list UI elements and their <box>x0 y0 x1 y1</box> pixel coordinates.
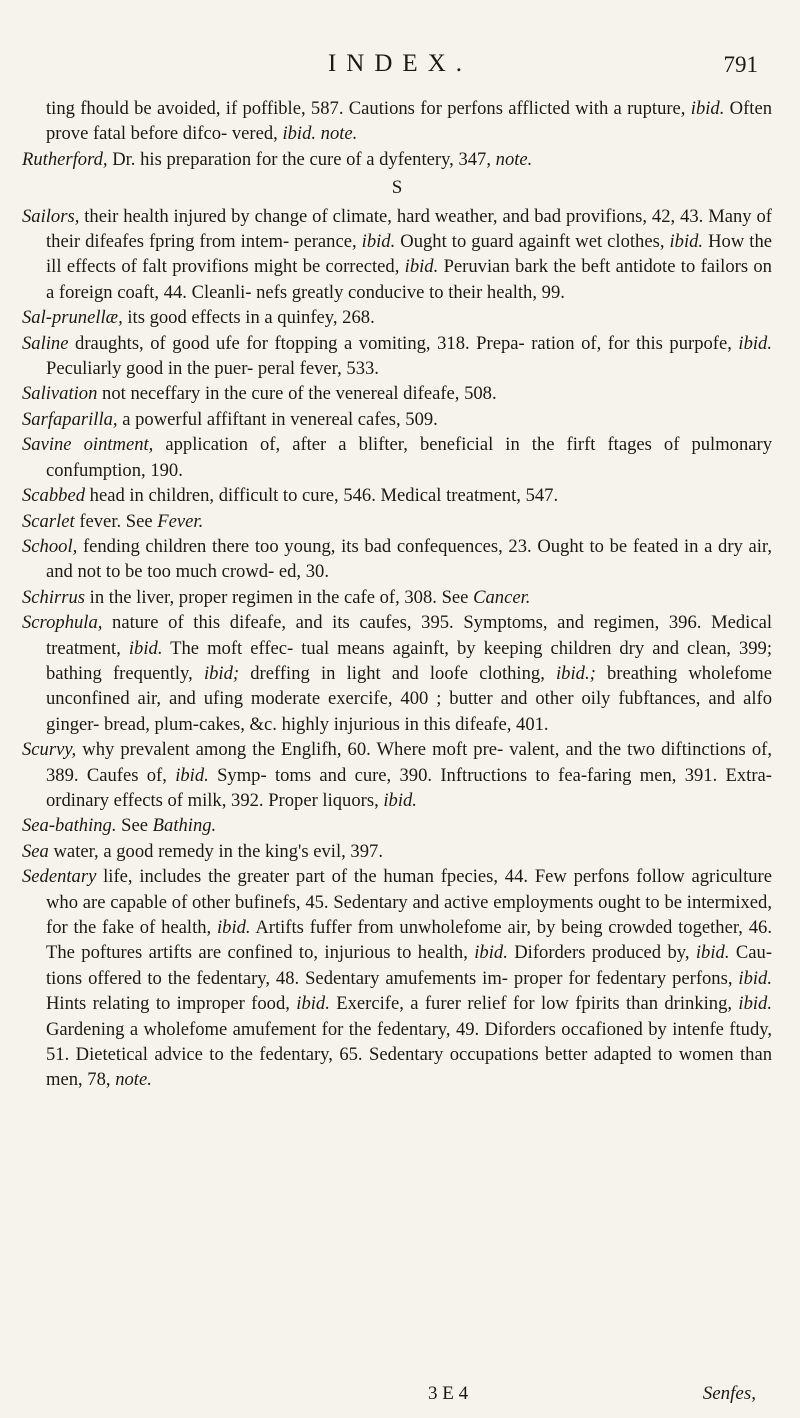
entry-text: their health injured by change of climate, hard weather, and bad provifions, 42, 43. Many of their difeafes fpring from intem- perance, <box>46 205 772 253</box>
index-entry <box>22 610 772 737</box>
entry-term: Scabbed <box>22 485 85 507</box>
running-head <box>0 50 800 84</box>
entry-term: Scarlet <box>22 510 75 532</box>
entry-text: a powerful affiftant in venereal cafes, 509. <box>117 408 438 430</box>
signature-mark: 3 E 4 <box>428 1383 469 1404</box>
entry-term: School, <box>22 535 78 557</box>
entry-text: Ought to guard againft wet clothes, <box>395 231 670 253</box>
page-footer <box>0 1383 800 1409</box>
entry-term: Savine ointment, <box>22 434 154 456</box>
entry-text: ibid. <box>738 967 772 989</box>
index-body <box>22 96 772 1093</box>
index-entry-continuation <box>22 96 772 147</box>
entry-text: note. <box>115 1069 152 1091</box>
entry-text: ibid. <box>361 231 396 253</box>
page-title: INDEX. <box>327 50 472 77</box>
index-entry <box>22 737 772 813</box>
index-entry <box>22 864 772 1093</box>
entry-term: Sarfaparilla, <box>22 408 118 430</box>
entry-text: nature of this difeafe, and its caufes, 395. Symptoms, and regimen, 396. Medical treatment, <box>46 612 772 659</box>
entry-text: Dr. his preparation for the cure of a dyfentery, 347, <box>107 148 496 170</box>
entry-text: S <box>391 177 403 199</box>
index-entry <box>22 813 772 838</box>
index-entry <box>22 509 772 534</box>
entry-text: breathing wholefome unconfined air, and ufing moderate exercife, 400 ; butter and other oily fubftances, and alfo ginger- bread, plum-cakes, &c. highly injurious in this difeafe, 401. <box>46 662 772 735</box>
index-entry <box>22 204 772 306</box>
entry-text: ibid. <box>738 993 772 1015</box>
index-entry <box>22 432 772 483</box>
entry-text: ibid. <box>738 332 772 354</box>
entry-text: dreffing in light and loofe clothing, <box>239 662 557 684</box>
index-entry <box>22 407 772 432</box>
index-entry <box>22 839 772 864</box>
entry-text: ibid. note. <box>282 123 358 145</box>
entry-text: ibid. <box>128 637 163 659</box>
entry-text: life, includes the greater part of the human fpecies, 44. Few perfons follow agriculture who are capable of other bufinefs, 45. Sedentary and active employments ought to be intermixed, for the fake of health, <box>46 866 772 938</box>
index-entry <box>22 534 772 585</box>
entry-term: Schirrus <box>22 586 86 608</box>
entry-text: not neceffary in the cure of the venereal difeafe, 508. <box>97 383 497 405</box>
index-entry <box>22 381 772 406</box>
entry-text: Hints relating to improper food, <box>46 993 297 1015</box>
entry-term: Saline <box>22 332 69 354</box>
entry-text: Peculiarly good in the puer- peral fever, 533. <box>46 358 379 380</box>
entry-text: why prevalent among the Englifh, 60. Where moft pre- valent, and the two diftinctions of, 389. Caufes of, <box>46 739 772 786</box>
entry-text: Fever. <box>157 510 204 532</box>
entry-text: fending children there too young, its bad confequences, 23. Ought to be feated in a dry air, and not to be too much crowd- ed, 30. <box>46 535 772 583</box>
entry-text: ibid. <box>296 993 330 1015</box>
entry-text: ibid. <box>404 256 439 278</box>
entry-term: Sea <box>22 840 49 862</box>
entry-text: Artifts fuffer from unwholefome air, by being crowded together, 46. The poftures artifts are confined to, injurious to health, <box>46 917 772 964</box>
entry-text: ibid; <box>203 662 240 684</box>
entry-text: Peruvian bark the beft antidote to failors on a foreign coaft, 44. Cleanli- nefs greatly conducive to their health, 99. <box>46 256 772 303</box>
entry-text: ibid. <box>216 917 251 938</box>
entry-text: Cancer. <box>473 586 531 608</box>
entry-text: ibid.; <box>556 662 596 684</box>
entry-text: Exercife, a furer relief for low fpirits than drinking, <box>329 993 739 1015</box>
entry-text: ibid. <box>695 942 730 964</box>
entry-text: Often prove fatal before difco- vered, <box>46 98 773 145</box>
entry-text: Cau- tions offered to the fedentary, 48. Sedentary amufements im- proper for fedentary perfons, <box>46 942 773 989</box>
entry-text: in the liver, proper regimen in the cafe of, 308. See <box>85 586 474 608</box>
entry-text: note. <box>495 148 533 170</box>
entry-text: Diforders produced by, <box>507 942 696 964</box>
entry-term: Sal-prunellæ, <box>22 307 123 329</box>
entry-term: Sea-bathing. <box>22 815 117 837</box>
index-entry <box>22 147 772 172</box>
entry-text: application of, after a blifter, beneficial in the firft ftages of pulmonary confumption, 190. <box>46 434 772 481</box>
entry-term: Salivation <box>22 383 98 405</box>
index-entry <box>22 331 772 382</box>
entry-text: The moft effec- tual means againft, by keeping children dry and clean, 399; bathing frequently, <box>46 637 773 684</box>
entry-text: draughts, of good ufe for ftopping a vomiting, 318. Prepa- ration of, for this purpofe, <box>68 332 739 354</box>
entry-text: ibid. <box>474 942 508 964</box>
entry-text: See <box>116 815 153 837</box>
catchword: Senfes, <box>702 1383 756 1404</box>
entry-text: ibid. <box>383 789 417 811</box>
entry-text: head in children, difficult to cure, 546. Medical treatment, 547. <box>85 485 559 507</box>
index-entry <box>22 585 772 610</box>
entry-text: ibid. <box>669 231 704 253</box>
entry-text: How the ill effects of falt provifions might be corrected, <box>46 231 773 278</box>
index-entry <box>22 483 772 508</box>
entry-text: Symp- toms and cure, 390. Inftructions to fea-faring men, 391. Extra- ordinary effects of milk, 392. Proper liquors, <box>46 764 772 811</box>
index-entry <box>22 305 772 330</box>
entry-term: Sailors, <box>22 205 80 227</box>
page-number: 791 <box>723 52 758 77</box>
entry-term: Rutherford, <box>22 148 108 170</box>
entry-text: its good effects in a quinfey, 268. <box>122 307 375 329</box>
entry-term: Scurvy, <box>22 739 77 761</box>
entry-text: ibid. <box>690 98 725 119</box>
entry-text: ibid. <box>175 764 209 786</box>
entry-term: Sedentary <box>22 866 97 888</box>
entry-text: fever. See <box>74 510 158 532</box>
entry-text: water, a good remedy in the king's evil, 397. <box>48 840 383 862</box>
section-letter <box>22 175 772 200</box>
entry-text: Gardening a wholefome amufement for the fedentary, 49. Diforders occafioned by intenfe ftudy, 51. Dietetical advice to the fedentary, 65. Sedentary occupations better adapted to women than men, 78, <box>46 1018 772 1091</box>
entry-text: ting fhould be avoided, if poffible, 587. Cautions for perfons afflicted with a rupture, <box>46 98 691 119</box>
entry-term: Scrophula, <box>22 612 103 634</box>
entry-text: Bathing. <box>152 815 217 837</box>
